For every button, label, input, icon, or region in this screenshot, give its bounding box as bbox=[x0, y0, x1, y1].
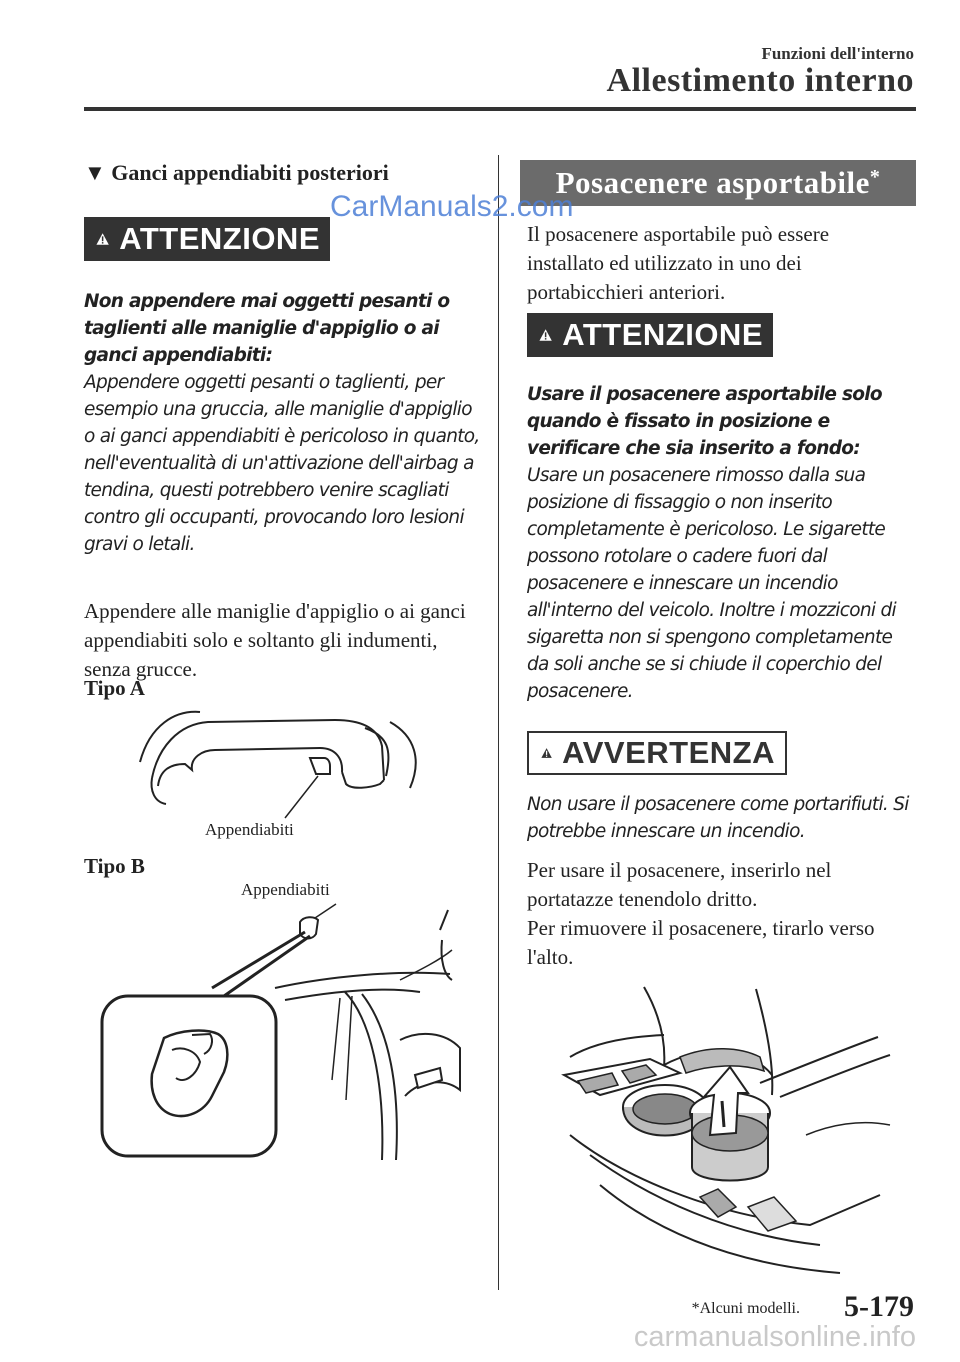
header-section: Funzioni dell'interno bbox=[761, 44, 914, 63]
coat-hook-illustration bbox=[100, 900, 480, 1160]
page-number: 5-179 bbox=[844, 1290, 914, 1323]
section-banner bbox=[520, 160, 916, 206]
usage-paragraph bbox=[527, 856, 917, 972]
ashtray-illustration bbox=[560, 985, 900, 1275]
type-a-caption: Appendiabiti bbox=[205, 820, 294, 839]
warning-content-left bbox=[84, 288, 484, 558]
usage-insert: Per usare il posacenere, inserirlo nel portatazze tenendolo dritto. bbox=[527, 858, 832, 911]
column-divider bbox=[498, 155, 499, 1290]
warning-triangle-icon bbox=[96, 225, 109, 253]
usage-remove: Per rimuovere il posacenere, tirarlo verso l'alto. bbox=[527, 916, 875, 969]
watermark-top: CarManuals2.com bbox=[330, 190, 574, 223]
warning-text: Usare un posacenere rimosso dalla sua posizione di fissaggio o non inserito completamente è pericoloso. Le sigarette possono rotolare o cadere fuori dal posacenere e innescare un incendio all'interno del veicolo. Inoltre i mozziconi di sigaretta non si spengono completamente da soli anche se si chiude il coperchio del posacenere. bbox=[527, 465, 896, 702]
banner-star: * bbox=[869, 165, 881, 188]
warning-triangle-icon bbox=[539, 321, 552, 349]
footnote: *Alcuni modelli. bbox=[691, 1300, 800, 1317]
section-title bbox=[84, 160, 389, 186]
warning-heading: Usare il posacenere asportabile solo quando è fissato in posizione e verificare che sia inserito a fondo: bbox=[527, 384, 882, 459]
banner-title: Posacenere asportabile bbox=[555, 165, 870, 200]
caution-label: AVVERTENZA bbox=[562, 735, 775, 770]
warning-heading: Non appendere mai oggetti pesanti o taglienti alle maniglie d'appiglio o ai ganci appendiabiti: bbox=[84, 291, 450, 366]
warning-label: ATTENZIONE bbox=[562, 317, 763, 352]
type-a-label: Tipo A bbox=[84, 676, 145, 700]
warning-content-right bbox=[527, 381, 919, 705]
watermark-bottom: carmanualsonline.info bbox=[633, 1321, 916, 1353]
section-title-text: Ganci appendiabiti posteriori bbox=[111, 160, 389, 185]
type-b-caption: Appendiabiti bbox=[241, 880, 330, 899]
warning-badge-right bbox=[527, 313, 773, 357]
header-rule bbox=[84, 107, 916, 111]
caution-text: Non usare il posacenere come portarifiuti. Si potrebbe innescare un incendio. bbox=[527, 794, 909, 842]
header-chapter: Allestimento interno bbox=[606, 62, 914, 99]
caution-badge bbox=[527, 731, 787, 775]
warning-triangle-icon bbox=[541, 739, 552, 767]
warning-badge-left bbox=[84, 217, 330, 261]
warning-text: Appendere oggetti pesanti o taglienti, per esempio una gruccia, alle maniglie d'appiglio o ai ganci appendiabiti è pericoloso in quanto, nell'eventualità di un'attivazione dell'airbag a tendina, questi potrebbero venire scagliati contro gli occupanti, provocando loro lesioni gravi o letali. bbox=[84, 372, 480, 555]
intro-paragraph: Il posacenere asportabile può essere installato ed utilizzato in uno dei portabicchieri anteriori. bbox=[527, 222, 830, 304]
triangle-marker-icon: ▼ bbox=[84, 160, 106, 185]
warning-label: ATTENZIONE bbox=[119, 221, 320, 256]
type-b-label: Tipo B bbox=[84, 854, 145, 878]
body-paragraph: Appendere alle maniglie d'appiglio o ai ganci appendiabiti solo e soltanto gli indumenti, senza grucce. bbox=[84, 599, 466, 681]
